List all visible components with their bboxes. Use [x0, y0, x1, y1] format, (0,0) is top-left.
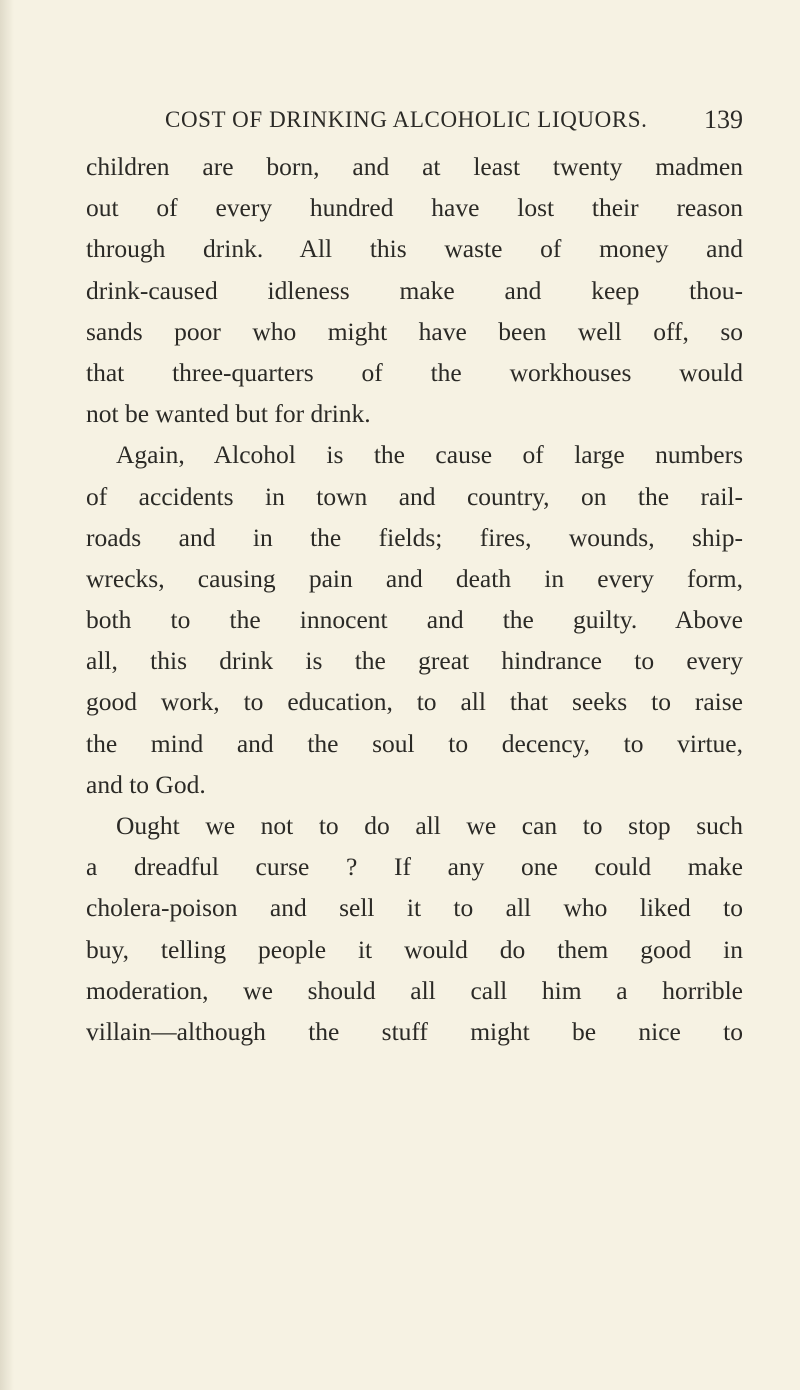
- text-line: villain—although the stuff might be nice to: [86, 1016, 743, 1046]
- running-title: COST OF DRINKING ALCOHOLIC LIQUORS.: [165, 107, 648, 132]
- text-line: Ought we not to do all we can to stop such: [116, 811, 743, 840]
- text-line: sands poor who might have been well off, so: [86, 316, 743, 346]
- page-number: 139: [704, 105, 743, 134]
- text-line: the mind and the soul to decency, to virtue,: [86, 728, 743, 758]
- text-line: wrecks, causing pain and death in every form,: [86, 563, 743, 593]
- body-text: [86, 146, 743, 1052]
- text-line: Again, Alcohol is the cause of large numbers: [116, 440, 743, 470]
- text-line: roads and in the fields; fires, wounds, ship-: [86, 522, 743, 552]
- text-line: through drink. All this waste of money and: [86, 234, 743, 264]
- text-line: children are born, and at least twenty madmen: [86, 152, 743, 181]
- page-edge-shadow: [0, 0, 14, 1390]
- text-line: cholera-poison and sell it to all who liked to: [86, 893, 743, 923]
- text-line: moderation, we should all call him a horrible: [86, 975, 743, 1005]
- text-line: a dreadful curse ? If any one could make: [86, 852, 743, 882]
- running-head: [165, 100, 743, 140]
- text-line: out of every hundred have lost their reason: [86, 193, 743, 223]
- text-line: all, this drink is the great hindrance to every: [86, 646, 743, 676]
- text-line: that three-quarters of the workhouses would: [86, 357, 743, 387]
- text-line: drink-caused idleness make and keep thou-: [86, 275, 743, 305]
- text-line: good work, to education, to all that seeks to raise: [86, 687, 743, 717]
- text-line: both to the innocent and the guilty. Above: [86, 605, 743, 635]
- text-line: buy, telling people it would do them good in: [86, 934, 743, 964]
- text-line: of accidents in town and country, on the rail-: [86, 481, 743, 511]
- text-line: not be wanted but for drink.: [86, 399, 371, 429]
- text-line: and to God.: [86, 769, 206, 799]
